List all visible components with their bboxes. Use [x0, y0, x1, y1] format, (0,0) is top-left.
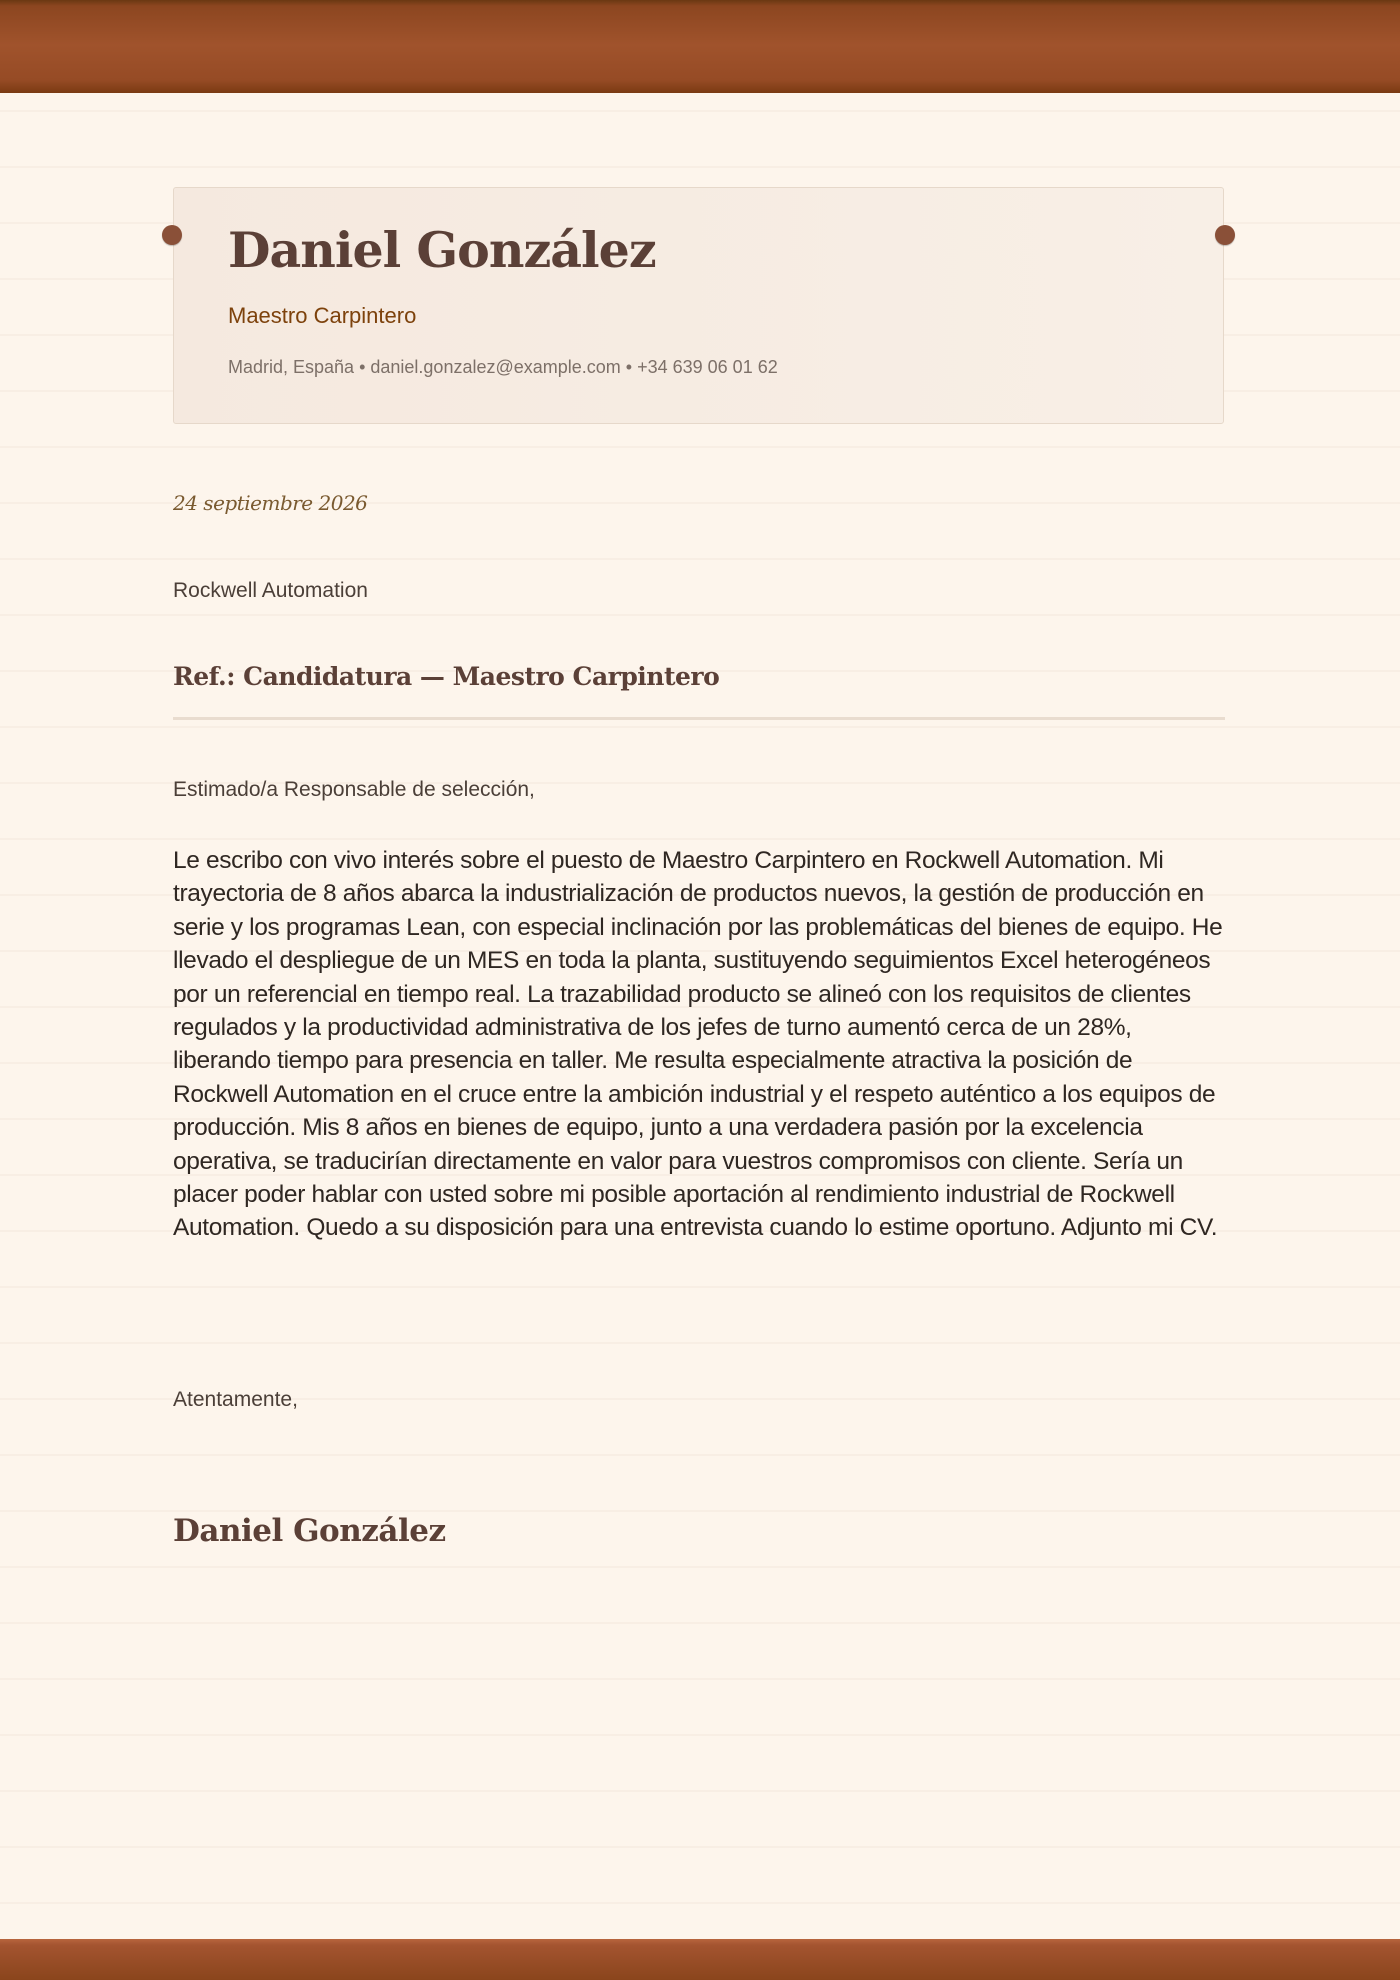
letter-date: 24 septiembre 2026 [173, 491, 368, 515]
subject-divider [173, 717, 1225, 720]
top-decorative-bar [0, 0, 1400, 93]
recipient: Rockwell Automation [173, 579, 368, 602]
pin-icon [162, 225, 182, 245]
sender-contact: Madrid, España • daniel.gonzalez@example.com • +34 639 06 01 62 [228, 357, 778, 377]
sender-name: Daniel González [228, 221, 656, 279]
letter-body: Le escribo con vivo interés sobre el puesto de Maestro Carpintero en Rockwell Automation. Mi trayectoria de 8 años abarca la industrialización de productos nuevos, la gestión de producción en serie y los programas Lean, con especial inclinación por las problemáticas del bienes de equipo. He llevado el despliegue de un MES en toda la planta, sustituyendo seguimientos Excel heterogéneos por un referencial en tiempo real. La trazabilidad producto se alineó con los requisitos de clientes regulados y la productividad administrativa de los jefes de turno aumentó cerca de un 28%, liberando tiempo para presencia en taller. Me resulta especialmente atractiva la posición de Rockwell Automation en el cruce entre la ambición industrial y el respeto auténtico a los equipos de producción. Mis 8 años en bienes de equipo, junto a una verdadera pasión por la excelencia operativa, se traducirían directamente en valor para vuestros compromisos con cliente. Sería un placer poder hablar con usted sobre mi posible aportación al rendimiento industrial de Rockwell Automation. Quedo a su disposición para una entrevista cuando lo estime oportuno. Adjunto mi CV. [173, 847, 1223, 1242]
subject-line: Ref.: Candidatura — Maestro Carpintero [173, 662, 720, 691]
bottom-decorative-bar [0, 1939, 1400, 1980]
salutation: Estimado/a Responsable de selección, [173, 778, 535, 801]
pin-icon [1215, 225, 1235, 245]
sender-role: Maestro Carpintero [228, 303, 417, 328]
letterhead-card [173, 187, 1224, 424]
closing: Atentamente, [173, 1388, 298, 1411]
signature: Daniel González [173, 1513, 446, 1549]
